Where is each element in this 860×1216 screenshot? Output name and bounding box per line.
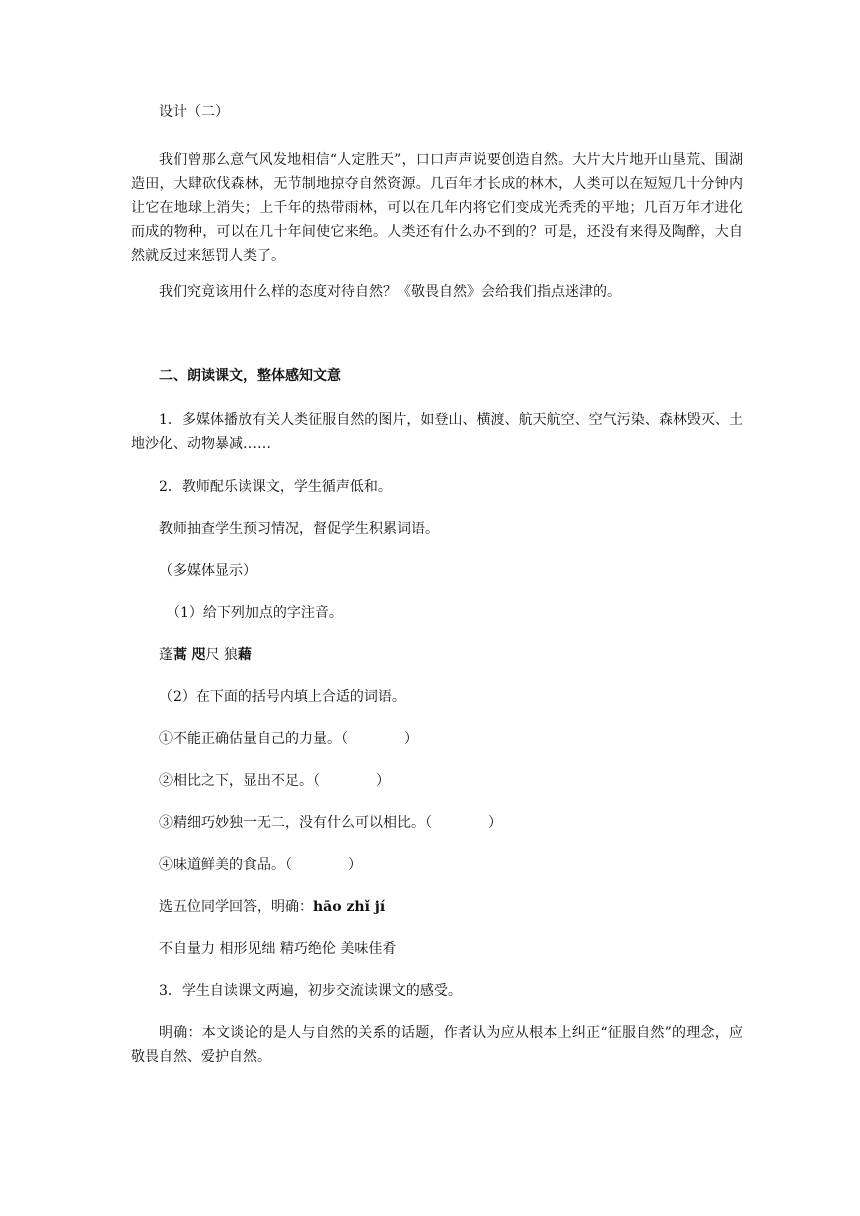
- question-1: （1）给下列加点的字注音。: [166, 605, 343, 621]
- pinyin-words-line: [131, 643, 743, 667]
- step-2-paragraph: 2．教师配乐读课文，学生循声低和。: [159, 479, 392, 495]
- section-heading-reading: 二、朗读课文，整体感知文意: [159, 368, 341, 384]
- answer-line: [131, 895, 743, 919]
- word-3-plain: 狼: [223, 647, 238, 663]
- fill-item-3: ③精细巧妙独一无二，没有什么可以相比。（ ）: [159, 815, 502, 831]
- clarification-paragraph: 明确：本文谈论的是人与自然的关系的话题，作者认为应从根本上纠正“征服自然”的理念，应敬畏自然、爱护自然。: [131, 1025, 743, 1065]
- intro-paragraph: 我们曾那么意气风发地相信“人定胜天”，口口声声说要创造自然。大片大片地开山垦荒、围湖造田，大肆砍伐森林，无节制地掠夺自然资源。几百年才长成的林木，人类可以在短短几十分钟内让它在地球上消失；上千年的热带雨林，可以在几年内将它们变成光秃秃的平地；几百万年才进化而成的物种，可以在几十年间使它来绝。人类还有什么办不到的？可是，还没有来得及陶醉，大自然就反过来惩罚人类了。: [131, 152, 743, 264]
- word-2-dotted: 咫: [191, 647, 206, 663]
- multimedia-note: （多媒体显示）: [159, 563, 257, 579]
- step-1-paragraph: 1．多媒体播放有关人类征服自然的图片，如登山、横渡、航天航空、空气污染、森林毁灭、土地沙化、动物暴减……: [131, 412, 743, 452]
- question-2: （2）在下面的括号内填上合适的词语。: [159, 689, 406, 705]
- word-3-dotted: 藉: [237, 647, 252, 663]
- answer-pinyin: hāo zhǐ jí: [313, 899, 386, 915]
- answer-words: 不自量力 相形见绌 精巧绝伦 美味佳肴: [159, 941, 397, 957]
- teacher-check-paragraph: 教师抽查学生预习情况，督促学生积累词语。: [159, 521, 439, 537]
- word-2-plain: 尺: [205, 647, 220, 663]
- word-1-plain: 蓬: [159, 647, 173, 663]
- word-1-dotted: 蒿: [173, 647, 187, 663]
- fill-item-2: ②相比之下，显出不足。（ ）: [159, 773, 390, 789]
- answer-intro: 选五位同学回答，明确：: [159, 899, 313, 915]
- fill-item-1: ①不能正确估量自己的力量。（ ）: [159, 731, 418, 747]
- fill-item-4: ④味道鲜美的食品。（ ）: [159, 857, 362, 873]
- section-title-design-2: 设计（二）: [159, 104, 229, 120]
- step-3-paragraph: 3．学生自读课文两遍，初步交流读课文的感受。: [159, 983, 462, 999]
- intro-question-paragraph: 我们究竟该用什么样的态度对待自然？《敬畏自然》会给我们指点迷津的。: [159, 284, 621, 300]
